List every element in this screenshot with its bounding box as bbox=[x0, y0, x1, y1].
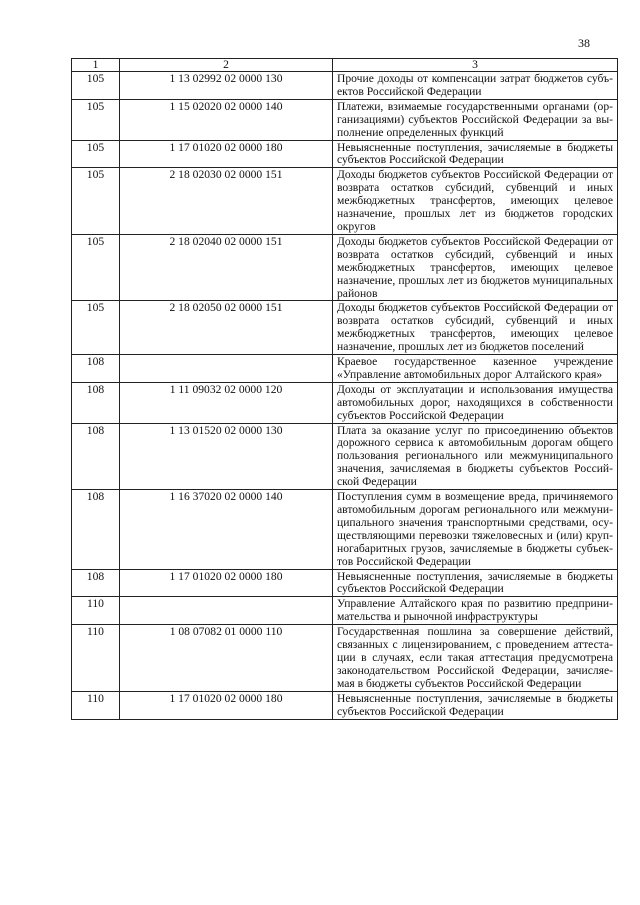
table-row bbox=[72, 569, 618, 597]
revenue-name-cell: Государственная пошлина за совершение действий, связанных с лицензированием, с проведением аттестации в случаях, если такая аттестация предусмотрена законодательством Российской Федерации, зачисляемая в бюджеты субъектов Российской Федерации bbox=[333, 625, 618, 692]
revenue-code-cell: 1 15 02020 02 0000 140 bbox=[120, 99, 333, 140]
revenue-code-cell: 2 18 02030 02 0000 151 bbox=[120, 168, 333, 235]
revenue-name-cell: Невыясненные поступления, зачисляемые в бюджеты субъектов Российской Федерации bbox=[333, 569, 618, 597]
administrator-name-cell: Краевое государственное казенное учреждение «Управление автомобильных дорог Алтайского края» bbox=[333, 355, 618, 383]
revenue-code-cell: 1 17 01020 02 0000 180 bbox=[120, 569, 333, 597]
table-row bbox=[72, 168, 618, 235]
header-col-2: 2 bbox=[120, 59, 333, 72]
table-row bbox=[72, 625, 618, 692]
header-col-1: 1 bbox=[72, 59, 120, 72]
table-row bbox=[72, 99, 618, 140]
table-row bbox=[72, 140, 618, 168]
admin-code-cell: 110 bbox=[72, 625, 120, 692]
admin-code-cell: 105 bbox=[72, 140, 120, 168]
revenue-name-cell: Платежи, взимаемые государственными органами (организациями) субъектов Российской Федерации за выполнение определенных функций bbox=[333, 99, 618, 140]
revenue-code-cell: 2 18 02040 02 0000 151 bbox=[120, 234, 333, 301]
admin-code-cell: 105 bbox=[72, 234, 120, 301]
table-row bbox=[72, 234, 618, 301]
revenue-code-cell: 1 17 01020 02 0000 180 bbox=[120, 691, 333, 719]
revenue-name-cell: Поступления сумм в возмещение вреда, причиняемого автомобильным дорогам регионального или межмуниципального значения транспортными средствами, осуществляющими перевозки тяжеловесных и (или) крупногабаритных грузов, зачисляемые в бюджеты субъектов Российской Федерации bbox=[333, 490, 618, 569]
admin-code-cell: 108 bbox=[72, 423, 120, 490]
admin-code-cell: 105 bbox=[72, 301, 120, 355]
admin-code-cell: 110 bbox=[72, 597, 120, 625]
table-row bbox=[72, 423, 618, 490]
revenue-code-cell: 1 13 02992 02 0000 130 bbox=[120, 72, 333, 100]
table-row bbox=[72, 691, 618, 719]
revenue-name-cell: Плата за оказание услуг по присоединению объектов дорожного сервиса к автомобильным дорогам общего пользования регионального или межмуниципального значения, зачисляемая в бюджеты субъектов Российской Федерации bbox=[333, 423, 618, 490]
revenue-code-cell: 1 16 37020 02 0000 140 bbox=[120, 490, 333, 569]
revenue-classification-table bbox=[71, 58, 618, 720]
revenue-name-cell: Доходы от эксплуатации и использования имущества автомобильных дорог, находящихся в собственности субъектов Российской Федерации bbox=[333, 382, 618, 423]
table-header-row bbox=[72, 59, 618, 72]
admin-code-cell: 108 bbox=[72, 569, 120, 597]
revenue-code-cell: 2 18 02050 02 0000 151 bbox=[120, 301, 333, 355]
admin-code-cell: 108 bbox=[72, 490, 120, 569]
table-row bbox=[72, 597, 618, 625]
header-col-3: 3 bbox=[333, 59, 618, 72]
admin-code-cell: 105 bbox=[72, 72, 120, 100]
page-number: 38 bbox=[578, 36, 590, 50]
revenue-name-cell: Доходы бюджетов субъектов Российской Федерации от возврата остатков субсидий, субвенций и иных межбюджетных трансфертов, имеющих целевое назначение, прошлых лет из бюджетов городских округов bbox=[333, 168, 618, 235]
revenue-code-cell: 1 08 07082 01 0000 110 bbox=[120, 625, 333, 692]
revenue-name-cell: Прочие доходы от компенсации затрат бюджетов субъектов Российской Федерации bbox=[333, 72, 618, 100]
administrator-name-cell: Управление Алтайского края по развитию предпринимательства и рыночной инфраструктуры bbox=[333, 597, 618, 625]
revenue-code-cell: 1 17 01020 02 0000 180 bbox=[120, 140, 333, 168]
revenue-code-cell bbox=[120, 355, 333, 383]
admin-code-cell: 110 bbox=[72, 691, 120, 719]
revenue-name-cell: Невыясненные поступления, зачисляемые в бюджеты субъектов Российской Федерации bbox=[333, 691, 618, 719]
revenue-code-cell: 1 11 09032 02 0000 120 bbox=[120, 382, 333, 423]
revenue-name-cell: Невыясненные поступления, зачисляемые в бюджеты субъектов Российской Федерации bbox=[333, 140, 618, 168]
revenue-code-cell bbox=[120, 597, 333, 625]
table-row bbox=[72, 490, 618, 569]
table-row bbox=[72, 355, 618, 383]
revenue-code-cell: 1 13 01520 02 0000 130 bbox=[120, 423, 333, 490]
table-row bbox=[72, 72, 618, 100]
admin-code-cell: 105 bbox=[72, 99, 120, 140]
table-row bbox=[72, 301, 618, 355]
revenue-name-cell: Доходы бюджетов субъектов Российской Федерации от возврата остатков субсидий, субвенций и иных межбюджетных трансфертов, имеющих целевое назначение, прошлых лет из бюджетов муниципальных районов bbox=[333, 234, 618, 301]
admin-code-cell: 105 bbox=[72, 168, 120, 235]
admin-code-cell: 108 bbox=[72, 382, 120, 423]
admin-code-cell: 108 bbox=[72, 355, 120, 383]
table-row bbox=[72, 382, 618, 423]
revenue-name-cell: Доходы бюджетов субъектов Российской Федерации от возврата остатков субсидий, субвенций и иных межбюджетных трансфертов, имеющих целевое назначение, прошлых лет из бюджетов поселений bbox=[333, 301, 618, 355]
